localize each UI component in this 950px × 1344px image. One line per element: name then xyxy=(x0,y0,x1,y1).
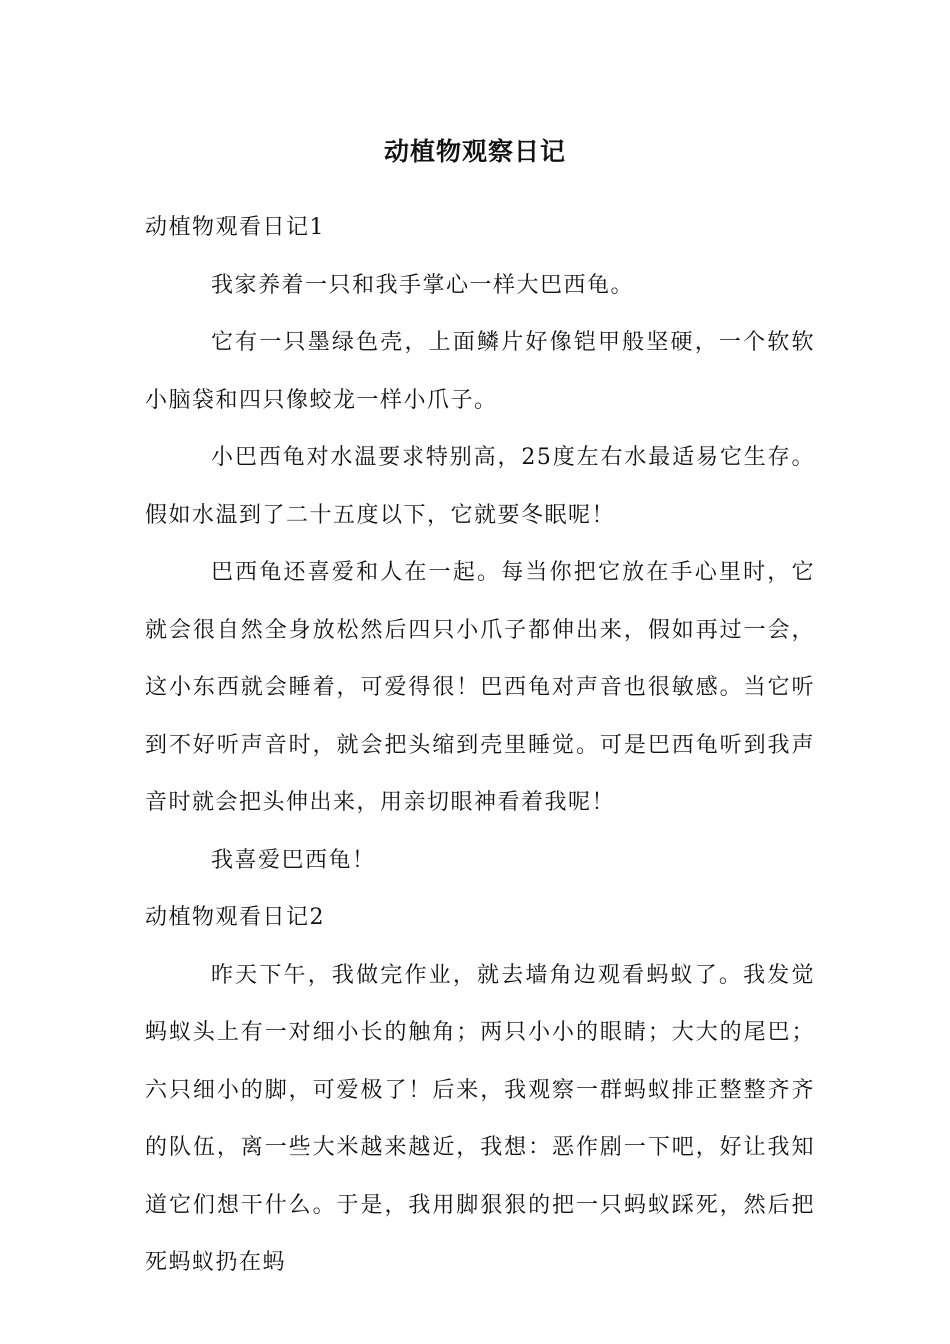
section-heading-2: 动植物观看日记2 xyxy=(145,905,325,930)
section-heading-1: 动植物观看日记1 xyxy=(145,215,325,240)
paragraph: 昨天下午，我做完作业，就去墙角边观看蚂蚁了。我发觉蚂蚁头上有一对细小长的触角；两只小小的眼睛；大大的尾巴；六只细小的脚，可爱极了！后来，我观察一群蚂蚁排正整整齐齐的队伍，离一些大米越来越近，我想：恶作剧一下吧，好让我知道它们想干什么。于是，我用脚狠狠的把一只蚂蚁踩死，然后把死蚂蚁扔在蚂 xyxy=(145,962,815,1275)
document-body xyxy=(145,199,815,1292)
paragraph: 我喜爱巴西龟！ xyxy=(211,847,376,873)
paragraph: 我家养着一只和我手掌心一样大巴西龟。 xyxy=(211,272,635,298)
paragraph: 小巴西龟对水温要求特别高，25度左右水最适易它生存。假如水温到了二十五度以下，它就要冬眠呢！ xyxy=(145,445,815,528)
document-title: 动植物观察日记 xyxy=(383,137,566,166)
paragraph: 巴西龟还喜爱和人在一起。每当你把它放在手心里时，它就会很自然全身放松然后四只小爪子都伸出来，假如再过一会，这小东西就会睡着，可爱得很！巴西龟对声音也很敏感。当它听到不好听声音时，就会把头缩到壳里睡觉。可是巴西龟听到我声音时就会把头伸出来，用亲切眼神看着我呢！ xyxy=(145,560,815,815)
paragraph: 它有一只墨绿色壳，上面鳞片好像铠甲般坚硬，一个软软小脑袋和四只像蛟龙一样小爪子。 xyxy=(145,330,815,413)
